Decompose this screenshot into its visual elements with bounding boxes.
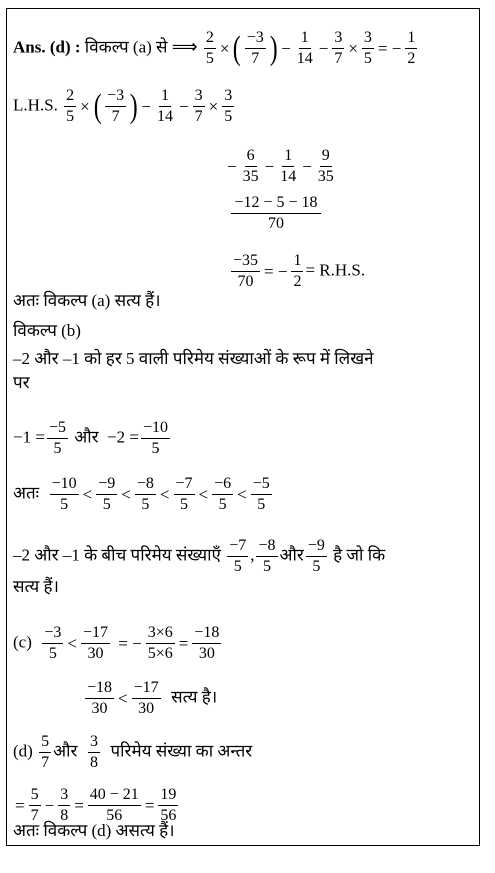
fraction: $\frac{1}{2}$ [293, 252, 302, 290]
fraction: $\frac{6}{35}$ [242, 147, 259, 185]
option-b-heading: विकल्प (b) [13, 321, 81, 340]
fraction: $\frac{1}{2}$ [407, 29, 416, 67]
fraction: $\frac{-17}{30}$ [83, 624, 109, 662]
fraction: $\frac{3}{8}$ [60, 786, 69, 824]
fraction: $\frac{3}{8}$ [89, 733, 98, 771]
fraction: $\frac{3\times 6}{5\times 6}$ [147, 624, 173, 662]
option-d-line-2: = $\frac{5}{7}$ − $\frac{3}{8}$ = $\frac{40 - 21}{56}$ = $\frac{19}{56}$ [15, 786, 177, 824]
fraction: $\frac{-6}{5}$ [214, 475, 232, 513]
answer-box [6, 8, 480, 846]
between-line-2: सत्य हैं। [13, 577, 60, 596]
fraction: $\frac{19}{56}$ [160, 786, 177, 824]
fraction: $\frac{5}{7}$ [30, 786, 39, 824]
fraction: $\frac{9}{35}$ [317, 147, 334, 185]
implies-arrow: ⟹ [171, 36, 198, 58]
fraction: $\frac{-3}{5}$ [44, 624, 62, 662]
fraction: $\frac{-5}{5}$ [48, 419, 66, 457]
fraction: $\frac{-17}{30}$ [133, 679, 159, 717]
ans-line: Ans. (d) : विकल्प (a) से ⟹ $\frac{2}{5}$ × ( $\frac{-3}{7}$ ) − $\frac{1}{14}$ − $\frac{3}{7}$ × $\frac{3}{5}$ = − $\frac{1}{2}$ [13, 29, 416, 67]
option-a-text: विकल्प (a) से [84, 37, 168, 57]
ordering-line: अतः $\frac{-10}{5}$ < $\frac{-9}{5}$ < $\frac{-8}{5}$ < $\frac{-7}{5}$ < $\frac{-6}{5}$ < $\frac{-5}{5}$ [13, 475, 270, 513]
convert-line: −1 = $\frac{-5}{5}$ और −2 = $\frac{-10}{5}$ [13, 419, 169, 457]
fraction: $\frac{-7}{5}$ [175, 475, 193, 513]
option-c-line-1: (c) $\frac{-3}{5}$ < $\frac{-17}{30}$ = − $\frac{3\times 6}{5\times 6}$ = $\frac{-18}{30}$ [13, 624, 220, 662]
fraction: $\frac{-12 - 5 - 18}{70}$ [231, 194, 321, 233]
lhs-label: L.H.S. [13, 95, 58, 115]
fraction: $\frac{-18}{30}$ [87, 679, 113, 717]
fraction: $\frac{2}{5}$ [205, 29, 214, 67]
step-1: − $\frac{6}{35}$ − $\frac{1}{14}$ − $\frac{9}{35}$ [227, 147, 334, 185]
option-d-false: अतः विकल्प (d) असत्य हैं। [13, 821, 175, 840]
option-a-true: अतः विकल्प (a) सत्य हैं। [13, 291, 161, 310]
fraction: $\frac{2}{5}$ [66, 87, 75, 125]
fraction: $\frac{-3}{7}$ [107, 87, 125, 125]
option-d-line-1: (d) $\frac{5}{7}$ और $\frac{3}{8}$ परिमेय संख्या का अन्तर [13, 733, 253, 771]
step-2 [229, 194, 323, 233]
fraction: $\frac{-9}{5}$ [98, 475, 116, 513]
fraction: $\frac{-7}{5}$ [229, 537, 247, 575]
fraction: $\frac{-8}{5}$ [258, 537, 276, 575]
fraction: $\frac{1}{14}$ [280, 147, 297, 185]
fraction: $\frac{3}{5}$ [224, 87, 233, 125]
fraction: $\frac{-3}{7}$ [246, 29, 264, 67]
between-line: –2 और –1 के बीच परिमेय संख्याएँ $\frac{-7}{5}$ , $\frac{-8}{5}$ और $\frac{-9}{5}$ है जो कि [13, 537, 386, 575]
fraction: $\frac{-35}{70}$ [233, 252, 259, 290]
fraction: $\frac{40 - 21}{56}$ [89, 786, 139, 824]
fraction: $\frac{1}{14}$ [157, 87, 173, 125]
lhs-line: L.H.S. $\frac{2}{5}$ × ( $\frac{-3}{7}$ ) − $\frac{1}{14}$ − $\frac{3}{7}$ × $\frac{3}{5}$ [13, 87, 233, 125]
fraction: $\frac{-10}{5}$ [51, 475, 77, 513]
option-c-line-2: $\frac{-18}{30}$ < $\frac{-17}{30}$ सत्य है। [87, 679, 218, 717]
fraction: $\frac{1}{14}$ [296, 29, 313, 67]
fraction: $\frac{-9}{5}$ [307, 537, 325, 575]
fraction: $\frac{3}{7}$ [334, 29, 343, 67]
fraction: $\frac{-10}{5}$ [143, 419, 169, 457]
answer-label: Ans. (d) : [13, 37, 81, 57]
fraction: $\frac{-5}{5}$ [252, 475, 270, 513]
fraction: $\frac{5}{7}$ [41, 733, 50, 771]
fraction: $\frac{-18}{30}$ [194, 624, 220, 662]
fraction: $\frac{3}{7}$ [194, 87, 203, 125]
rhs-text: = R.H.S. [305, 260, 366, 280]
option-b-para-1: –2 और –1 को हर 5 वाली परिमेय संख्याओं के रूप में लिखने [13, 349, 374, 368]
step-3: $\frac{-35}{70}$ = − $\frac{1}{2}$ = R.H.S. [233, 252, 366, 290]
option-b-para-2: पर [13, 373, 30, 392]
fraction: $\frac{3}{5}$ [363, 29, 372, 67]
fraction: $\frac{-8}{5}$ [136, 475, 154, 513]
